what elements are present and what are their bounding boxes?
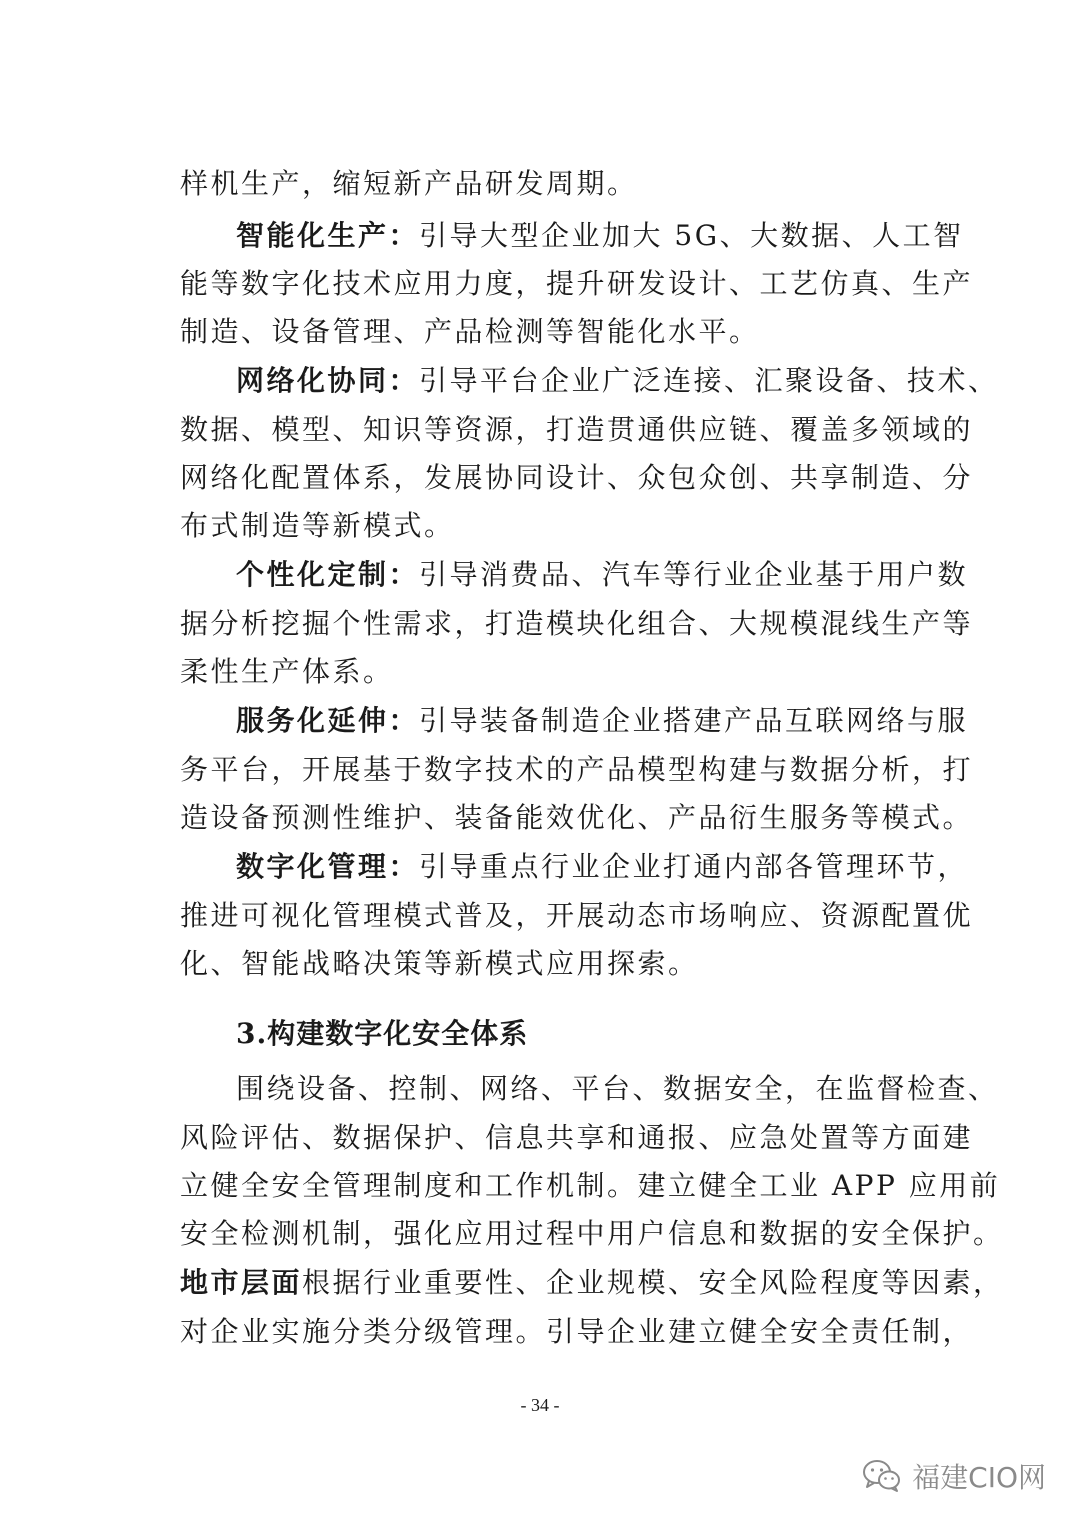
term-label: 个性化定制： xyxy=(236,558,420,591)
watermark-text: 福建CIO网 xyxy=(912,1461,1046,1494)
wechat-icon xyxy=(862,1459,902,1493)
term-label: 网络化协同： xyxy=(236,364,420,397)
text-line xyxy=(236,558,969,591)
text-line xyxy=(180,1266,1004,1299)
term-label: 智能化生产： xyxy=(236,219,420,252)
page-number: - 34 - xyxy=(520,1395,560,1415)
text-line xyxy=(236,704,969,737)
text-line: 造设备预测性维护、装备能效优化、产品衍生服务等模式。 xyxy=(180,801,974,834)
text-line: 据分析挖掘个性需求，打造模块化组合、大规模混线生产等 xyxy=(180,607,974,640)
text-line: 化、智能战略决策等新模式应用探索。 xyxy=(180,947,699,980)
text-line: 网络化配置体系，发展协同设计、众包众创、共享制造、分 xyxy=(180,461,974,494)
text-span: 引导平台企业广泛连接、汇聚设备、技术、 xyxy=(419,364,999,397)
text-span: 引导消费品、汽车等行业企业基于用户数 xyxy=(419,558,969,591)
text-line: 安全检测机制，强化应用过程中用户信息和数据的安全保护。 xyxy=(180,1217,1004,1250)
text-line: 制造、设备管理、产品检测等智能化水平。 xyxy=(180,315,760,348)
term-label: 地市层面 xyxy=(180,1266,303,1299)
watermark xyxy=(862,1456,1046,1496)
text-line: 对企业实施分类分级管理。引导企业建立健全安全责任制， xyxy=(180,1315,974,1348)
text-span: 引导重点行业企业打通内部各管理环节， xyxy=(419,850,969,883)
text-line xyxy=(236,850,969,883)
term-label: 服务化延伸： xyxy=(236,704,420,737)
text-line xyxy=(236,364,999,397)
text-span: 引导装备制造企业搭建产品互联网络与服 xyxy=(419,704,969,737)
term-label: 数字化管理： xyxy=(236,850,420,883)
section-heading: 3.构建数字化安全体系 xyxy=(236,1017,529,1050)
text-line: 立健全安全管理制度和工作机制。建立健全工业 APP 应用前 xyxy=(180,1169,1001,1202)
text-line: 能等数字化技术应用力度，提升研发设计、工艺仿真、生产 xyxy=(180,267,974,300)
text-line: 样机生产，缩短新产品研发周期。 xyxy=(180,167,638,200)
text-line xyxy=(236,219,964,252)
text-line: 推进可视化管理模式普及，开展动态市场响应、资源配置优 xyxy=(180,899,974,932)
text-line: 数据、模型、知识等资源，打造贯通供应链、覆盖多领域的 xyxy=(180,413,974,446)
text-span: 根据行业重要性、企业规模、安全风险程度等因素， xyxy=(302,1266,1004,1299)
text-line: 布式制造等新模式。 xyxy=(180,509,455,542)
text-span: 引导大型企业加大 5G、大数据、人工智 xyxy=(419,219,964,252)
text-line: 围绕设备、控制、网络、平台、数据安全，在监督检查、 xyxy=(236,1072,999,1105)
text-line: 柔性生产体系。 xyxy=(180,655,394,688)
text-line: 务平台，开展基于数字技术的产品模型构建与数据分析，打 xyxy=(180,753,974,786)
text-line: 风险评估、数据保护、信息共享和通报、应急处置等方面建 xyxy=(180,1121,974,1154)
